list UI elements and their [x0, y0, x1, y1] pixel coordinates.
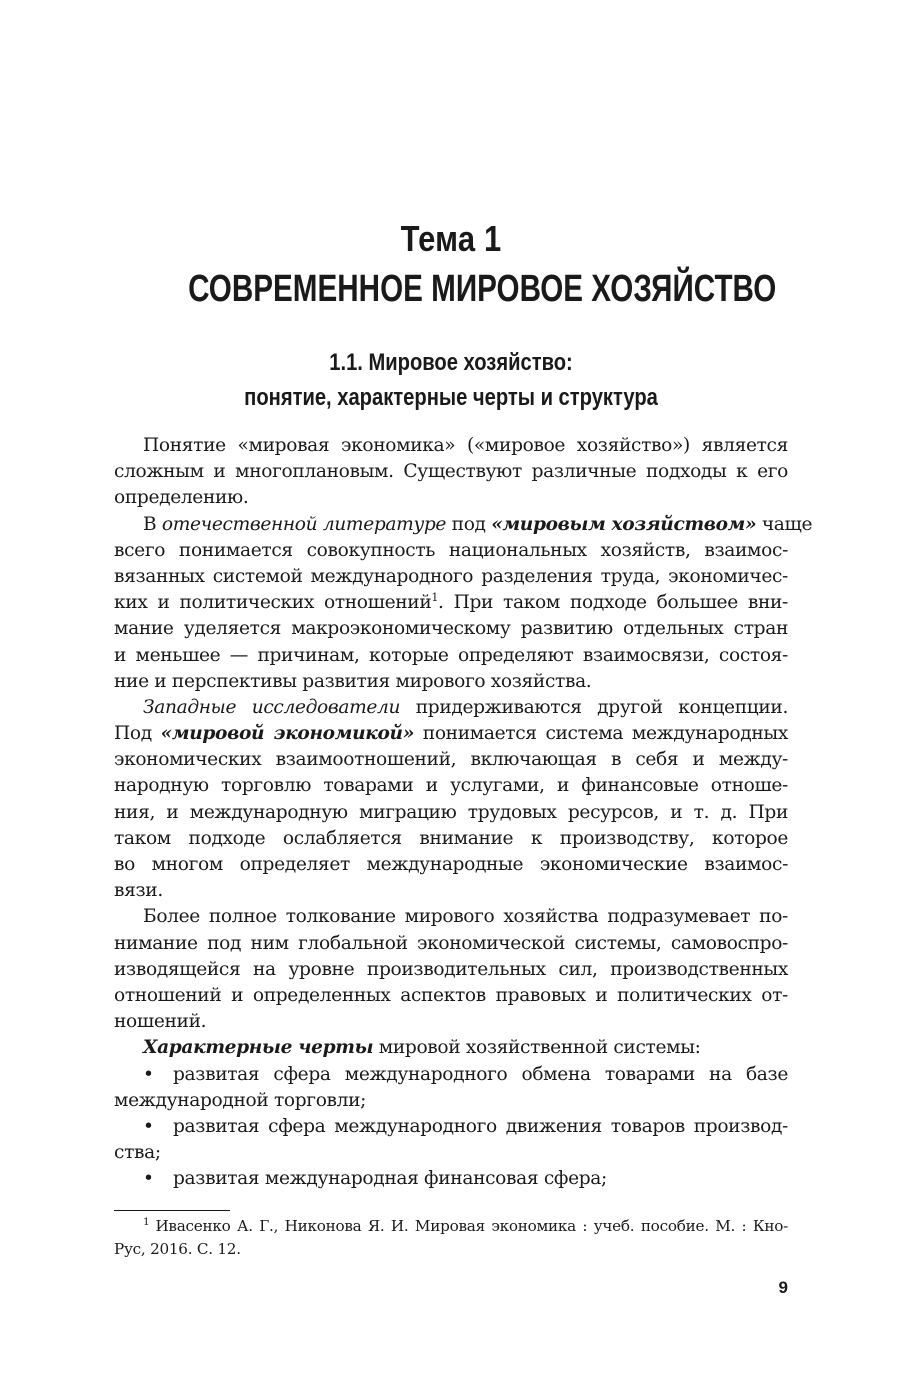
footnote-line	[114, 1215, 788, 1238]
paragraph-line: ние и перспективы развития мирового хозяйства.	[114, 670, 592, 692]
bullet-item	[114, 1114, 788, 1140]
bullet-item	[114, 1166, 788, 1192]
italic-term: Западные исследователи	[143, 696, 401, 718]
paragraph-line: мание уделяется макроэкономическому развитию отдельных стран	[114, 618, 788, 640]
text-run: Ивасенко А. Г., Никонова Я. И. Мировая экономика : учеб. пособие. М. : Кно-	[155, 1217, 788, 1235]
bullet-item-continuation: ства;	[114, 1142, 161, 1164]
text-run: ких и политических отношений	[114, 592, 432, 614]
bullet-icon: •	[143, 1168, 154, 1190]
paragraph-line: и меньшее — причинам, которые определяют взаимосвязи, состоя-	[114, 644, 788, 666]
paragraph-line: народную торговлю товарами и услугами, и финансовые отноше-	[114, 775, 788, 797]
paragraph-line: всего понимается совокупность национальных хозяйств, взаимос-	[114, 539, 788, 561]
text-run: развитая сфера международного обмена товарами на базе	[173, 1063, 788, 1085]
bullet-item	[114, 1062, 788, 1088]
body-text	[114, 433, 813, 1192]
paragraph-line: изводящейся на уровне производительных сил, производственных	[114, 958, 788, 980]
paragraph-line	[114, 512, 813, 538]
paragraph-line	[114, 695, 788, 721]
footnote-reference: 1	[431, 591, 439, 605]
bullet-item-continuation: международной торговли;	[114, 1089, 367, 1111]
chapter-label: Тема 1	[400, 218, 502, 259]
paragraph-line	[114, 1035, 788, 1061]
section-title-line-2: понятие, характерные черты и структура	[244, 384, 658, 411]
bullet-icon: •	[143, 1115, 154, 1137]
section-title-line-1: 1.1. Мировое хозяйство:	[329, 349, 573, 376]
text-run: понимается система международных	[413, 723, 788, 745]
paragraph-line: нимание под ним глобальной экономической системы, самовоспро-	[114, 932, 788, 954]
text-run: . При таком подходе большее вни-	[438, 592, 788, 614]
paragraph-line: Более полное толкование мирового хозяйства подразумевает по-	[143, 906, 788, 928]
paragraph-line: вязи.	[114, 880, 163, 902]
paragraph-line: сложным и многоплановым. Существуют различные подходы к его	[114, 461, 788, 483]
paragraph-line: ния, и международную миграцию трудовых ресурсов, и т. д. При	[114, 801, 788, 823]
paragraph-line: экономических взаимоотношений, включающая в себя и между-	[114, 749, 788, 771]
bold-italic-term: «мировым хозяйством»	[491, 513, 757, 535]
paragraph-line: отношений и определенных аспектов правовых и политических от-	[114, 984, 788, 1006]
footnote-line: Рус, 2016. С. 12.	[114, 1240, 241, 1258]
footnote	[114, 1215, 788, 1261]
paragraph-line: ношений.	[114, 1011, 207, 1033]
italic-term: отечественной литературе	[161, 513, 447, 535]
paragraph-line: определению.	[114, 487, 249, 509]
bullet-icon: •	[143, 1063, 154, 1085]
text-run: придерживаются другой концепции.	[400, 696, 789, 718]
text-run: Под	[114, 723, 161, 745]
page-number: 9	[778, 1278, 788, 1297]
paragraph-line: Понятие «мировая экономика» («мировое хозяйство») является	[143, 435, 788, 456]
text-run: мировой хозяйственной системы:	[373, 1037, 701, 1059]
chapter-title: СОВРЕМЕННОЕ МИРОВОЕ ХОЗЯЙСТВО	[188, 268, 777, 310]
footnote-divider	[114, 1210, 230, 1211]
text-run: развитая сфера международного движения товаров производ-	[173, 1115, 788, 1137]
book-page	[114, 0, 813, 1382]
text-run: В	[143, 513, 162, 535]
paragraph-line: во многом определяет международные экономические взаимос-	[114, 854, 788, 875]
paragraph-line: таком подходе ослабляется внимание к производству, которое	[114, 827, 788, 849]
paragraph-line: вязанных системой международного разделения труда, экономичес-	[114, 565, 788, 587]
section-title	[168, 345, 734, 415]
bold-italic-term: Характерные черты	[143, 1037, 374, 1059]
bold-italic-term: «мировой экономикой»	[160, 723, 414, 745]
text-run: развитая международная финансовая сфера;	[173, 1168, 607, 1190]
footnote-number: 1	[143, 1216, 150, 1228]
text-run: под	[446, 513, 492, 535]
text-run: чаще	[756, 513, 813, 535]
paragraph-line	[114, 721, 788, 747]
paragraph-line	[114, 590, 788, 616]
